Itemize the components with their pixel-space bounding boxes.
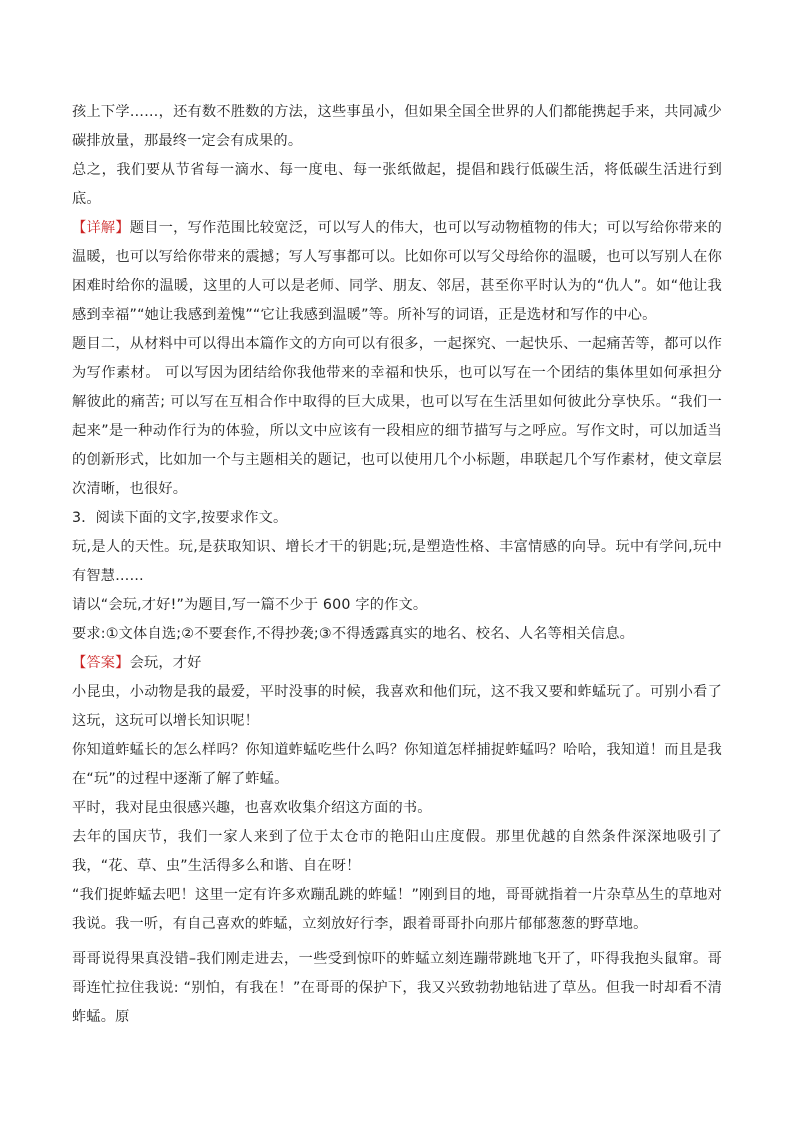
- answer-title: 会玩，才好: [129, 655, 202, 671]
- detail-text: 题目一，写作范围比较宽泛，可以写人的伟大，也可以写动物植物的伟大；可以写给你带来的温暖，也可以写给你带来的震撼；写人写事都可以。比如你可以写父母给你的温暖，也可以写别人在你困难时给你的温暖，这里的人可以是老师、同学、朋友、邻居，甚至你平时认为的“仇人”。如“他让我感到幸福”“她让我感到羞愧”“它让我感到温暖”等。所补写的词语，正是选材和写作的中心。: [72, 220, 723, 323]
- document-body: [72, 98, 722, 1032]
- essay-paragraph: 小昆虫，小动物是我的最爱，平时没事的时候，我喜欢和他们玩，这不我又要和蚱蜢玩了。可别小看了这玩，这玩可以增长知识呢！: [72, 684, 722, 729]
- question-material: 玩,是人的天性。玩,是获取知识、增长才干的钥匙;玩,是塑造性格、丰富情感的向导。玩中有学问,玩中有智慧……: [72, 539, 722, 584]
- essay-paragraph: 平时，我对昆虫很感兴趣，也喜欢收集介绍这方面的书。: [72, 800, 432, 816]
- detail-tag: 【详解】: [72, 220, 130, 236]
- essay-paragraph: 你知道蚱蜢长的怎么样吗？你知道蚱蜢吃些什么吗？你知道怎样捕捉蚱蜢吗？哈哈，我知道！而且是我在“玩”的过程中逐渐了解了蚱蜢。: [72, 742, 722, 787]
- essay-paragraph: “我们捉蚱蜢去吧！这里一定有许多欢蹦乱跳的蚱蜢！”刚到目的地，哥哥就指着一片杂草丛生的草地对我说。我一听，有自己喜欢的蚱蜢，立刻放好行李，跟着哥哥扑向那片郁郁葱葱的野草地。: [72, 887, 722, 932]
- question-prompt: 请以“会玩,才好!”为题目,写一篇不少于 600 字的作文。: [72, 597, 428, 613]
- essay-paragraph: 哥哥说得果真没错–我们刚走进去，一些受到惊吓的蚱蜢立刻连蹦带跳地飞开了，吓得我抱头鼠窜。哥哥连忙拉住我说: “别怕，有我在！”在哥哥的保护下，我又兴致勃勃地钻进了草丛。但我一时却看不清蚱蜢。原: [72, 951, 722, 1025]
- paragraph-continuation: 孩上下学……，还有数不胜数的方法，这些事虽小，但如果全国全世界的人们都能携起手来，共同减少碳排放量，那最终一定会有成果的。: [72, 104, 722, 149]
- paragraph-topic-two: 题目二，从材料中可以得出本篇作文的方向可以有很多，一起探究、一起快乐、一起痛苦等，都可以作为写作素材。 可以写因为团结给你我他带来的幸福和快乐，也可以写在一个团结的集体里如何承担分解彼此的痛苦; 可以写在互相合作中取得的巨大成果，也可以写在生活里如何彼此分享快乐。“我们一起来”是一种动作行为的体验，所以文中应该有一段相应的细节描写与之呼应。写作文时，可以加适当的创新形式，比如加一个与主题相关的题记，也可以使用几个小标题，串联起几个写作素材，使文章层次清晰，也很好。: [72, 336, 722, 497]
- question-heading: 3．阅读下面的文字,按要求作文。: [72, 510, 288, 526]
- paragraph-conclusion: 总之，我们要从节省每一滴水、每一度电、每一张纸做起，提倡和践行低碳生活，将低碳生活进行到底。: [72, 162, 722, 207]
- answer-heading: [72, 649, 722, 678]
- essay-paragraph: 去年的国庆节，我们一家人来到了位于太仓市的艳阳山庄度假。那里优越的自然条件深深地吸引了我，“花、草、虫”生活得多么和谐、自在呀！: [72, 829, 722, 874]
- question-requirements: 要求:①文体自选;②不要套作,不得抄袭;③不得透露真实的地名、校名、人名等相关信息。: [72, 626, 634, 642]
- answer-tag: 【答案】: [72, 655, 130, 671]
- paragraph-detail: [72, 214, 722, 330]
